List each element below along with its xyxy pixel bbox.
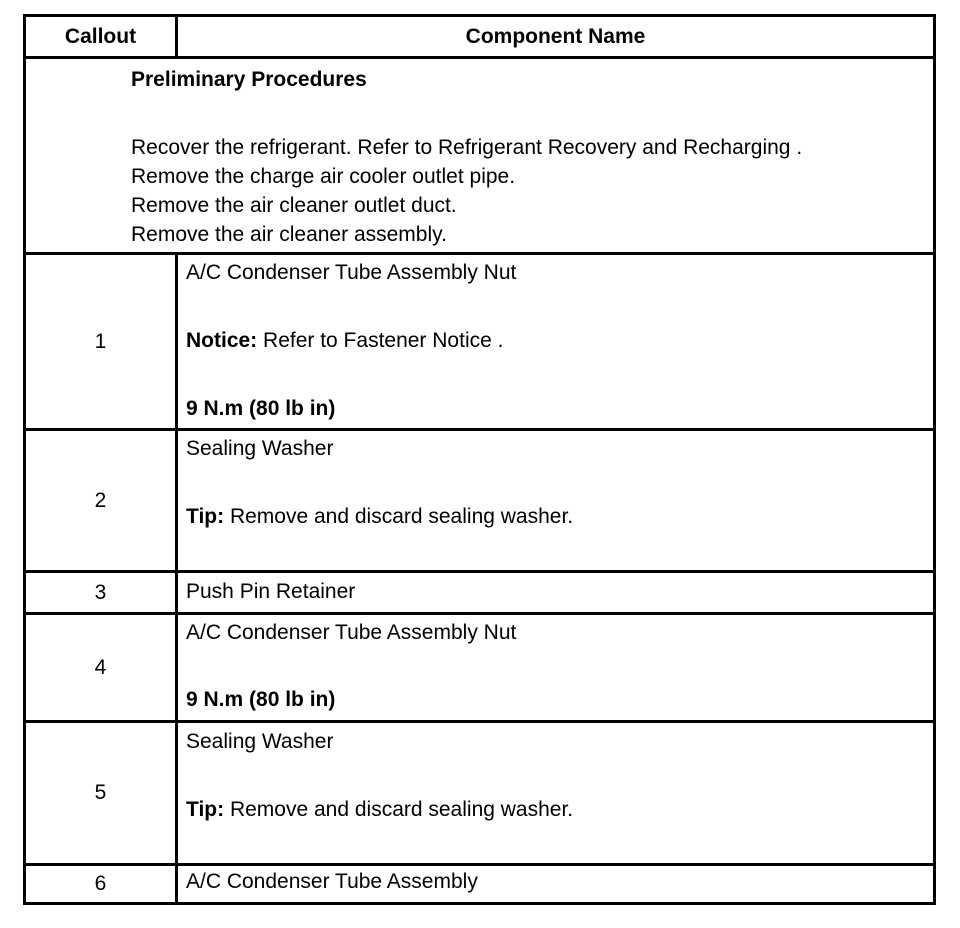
- table-row: [26, 431, 933, 573]
- preliminary-step: Remove the air cleaner assembly.: [131, 223, 447, 246]
- preliminary-step: Remove the charge air cooler outlet pipe.: [131, 165, 516, 188]
- tip-text: Remove and discard sealing washer.: [224, 798, 574, 821]
- callout-column-header: Callout: [26, 17, 178, 56]
- component-name: A/C Condenser Tube Assembly Nut: [186, 261, 517, 284]
- torque-spec: 9 N.m (80 lb in): [186, 688, 336, 711]
- callout-number: 4: [26, 615, 178, 720]
- table-header: [26, 17, 933, 59]
- tip-note: [186, 798, 573, 822]
- table-row: [26, 723, 933, 866]
- component-name: A/C Condenser Tube Assembly Nut: [186, 621, 517, 644]
- torque-spec: 9 N.m (80 lb in): [186, 397, 336, 420]
- table-row: [26, 573, 933, 615]
- callout-number: 1: [26, 255, 178, 428]
- tip-note: [186, 505, 573, 529]
- preliminary-title: Preliminary Procedures: [131, 68, 367, 91]
- preliminary-step: Recover the refrigerant. Refer to Refrigerant Recovery and Recharging .: [131, 136, 803, 159]
- preliminary-step: Remove the air cleaner outlet duct.: [131, 194, 457, 217]
- notice-text: Refer to Fastener Notice .: [257, 329, 504, 352]
- component-name: Sealing Washer: [186, 437, 334, 460]
- tip-text: Remove and discard sealing washer.: [224, 505, 574, 528]
- component-table: [23, 14, 936, 905]
- callout-number: 3: [26, 573, 178, 612]
- tip-label: Tip:: [186, 798, 225, 821]
- tip-label: Tip:: [186, 505, 225, 528]
- component-name: A/C Condenser Tube Assembly: [186, 870, 478, 893]
- notice-label: Notice:: [186, 329, 258, 352]
- callout-number: 6: [26, 866, 178, 902]
- callout-number: 2: [26, 431, 178, 570]
- table-row: [26, 866, 933, 902]
- component-name: Sealing Washer: [186, 730, 334, 753]
- component-name-column-header: Component Name: [465, 24, 646, 48]
- table-row: [26, 255, 933, 431]
- component-name: Push Pin Retainer: [186, 580, 356, 603]
- notice-note: [186, 329, 503, 353]
- callout-number: 5: [26, 723, 178, 863]
- table-row: [26, 615, 933, 723]
- preliminary-procedures-section: [26, 59, 933, 255]
